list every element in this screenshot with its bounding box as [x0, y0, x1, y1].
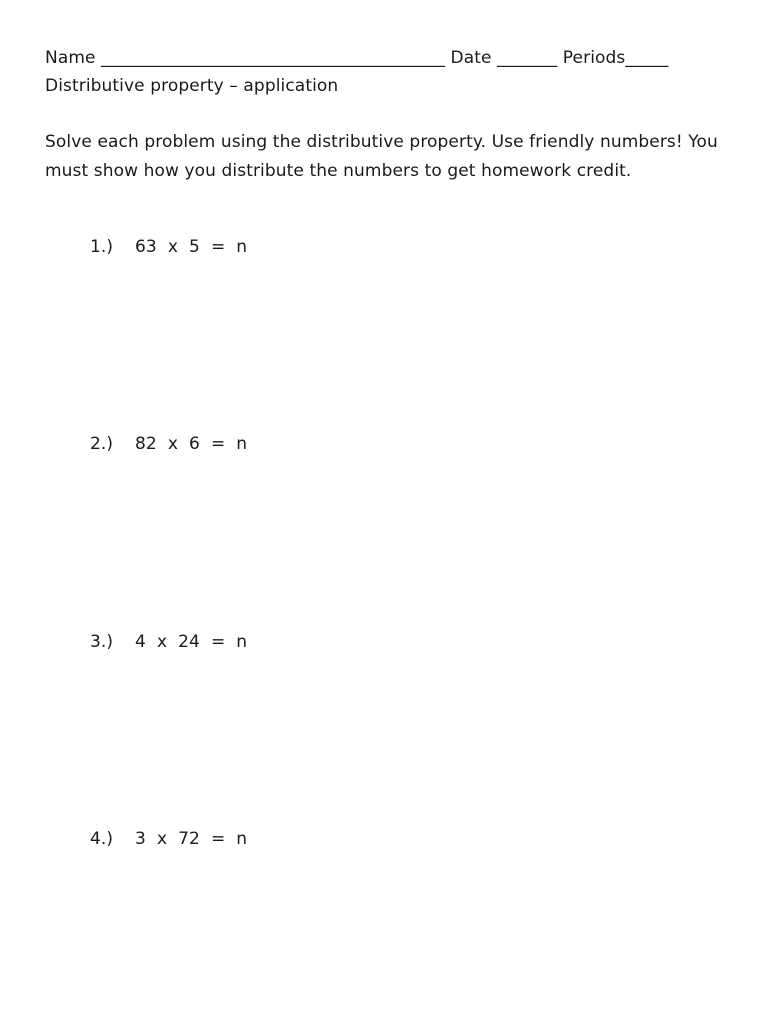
- problem-expression: 63 x 5 = n: [135, 237, 248, 257]
- instructions-line-1: Solve each problem using the distributive property. Use friendly numbers! You: [45, 132, 718, 152]
- problem-expression: 4 x 24 = n: [135, 632, 248, 652]
- instructions-line-2: must show how you distribute the numbers to get homework credit.: [45, 161, 632, 181]
- problem-3: [68, 612, 247, 672]
- problem-4: [68, 809, 247, 869]
- problem-number: 4.): [90, 829, 114, 849]
- problem-number: 2.): [90, 434, 114, 454]
- problem-expression: 3 x 72 = n: [135, 829, 248, 849]
- problem-1: [68, 217, 247, 277]
- name-date-period-line: Name ________________________________________ Date _______ Periods_____: [45, 48, 669, 68]
- worksheet-subtitle: Distributive property – application: [45, 76, 339, 96]
- problem-number: 3.): [90, 632, 114, 652]
- problem-number: 1.): [90, 237, 114, 257]
- problem-2: [68, 414, 247, 474]
- problem-expression: 82 x 6 = n: [135, 434, 248, 454]
